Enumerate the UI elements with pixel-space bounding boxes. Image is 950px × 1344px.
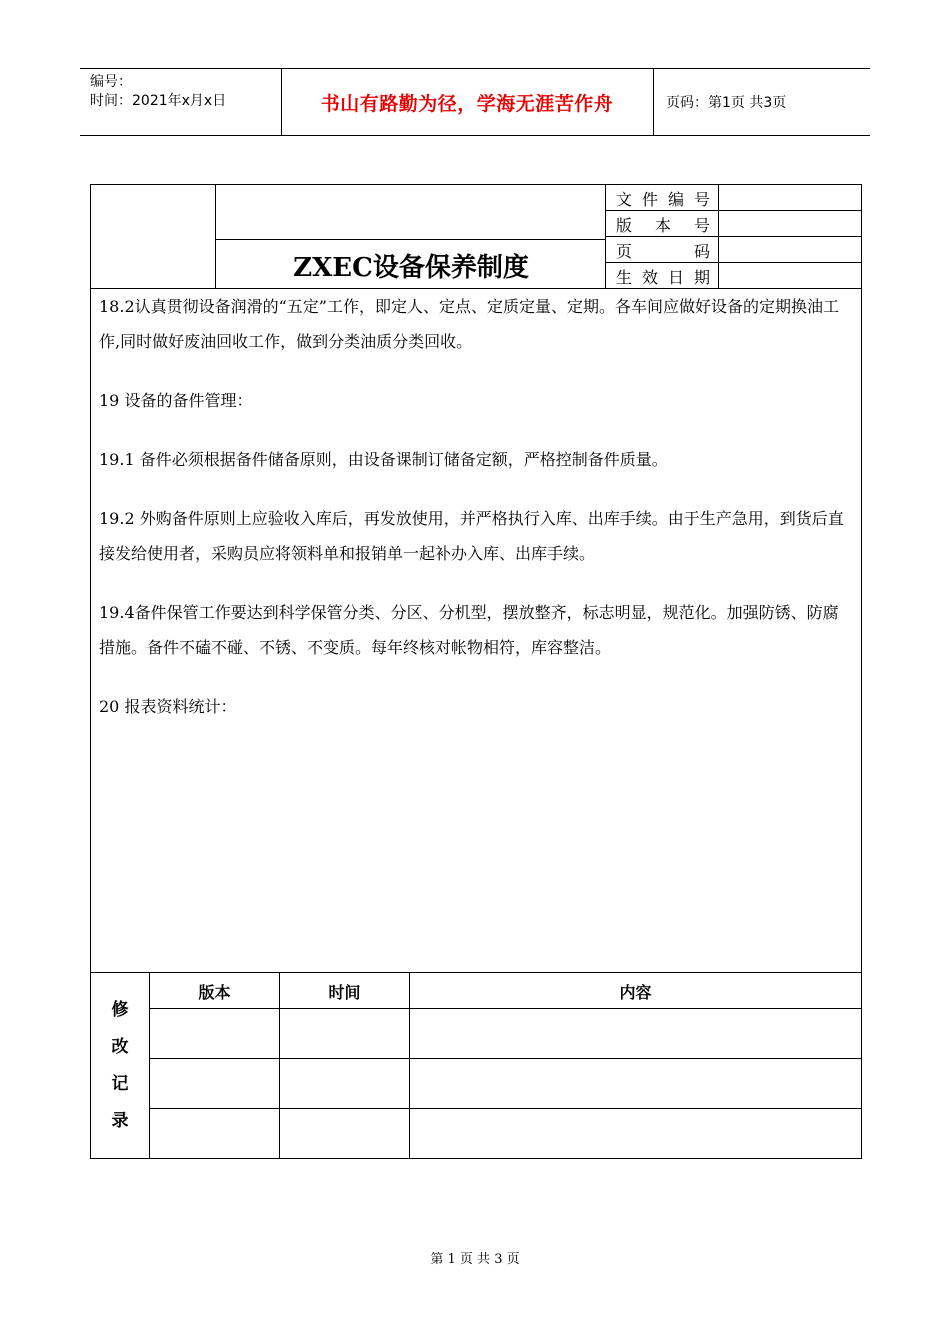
revision-record-label [91,973,149,1159]
document-number-label: 编号： [90,74,132,90]
banner-divider-right [653,69,654,135]
paragraph-19-1: 19.1 备件必须根据备件储备原则，由设备课制订储备定额，严格控制备件质量。 [99,450,668,469]
meta-label-char: 日 [667,267,684,287]
paragraph-19-4: 19.4备件保管工作要达到科学保管分类、分区、分机型，摆放整齐，标志明显，规范化。加强防锈、防腐措施。备件不磕不碰、不锈、不变质。每年终核对帐物相符，库容整洁。 [99,603,839,657]
revision-header-time: 时间 [328,982,361,1002]
meta-label-char: 文 [616,189,633,209]
meta-label-char: 效 [641,267,658,287]
meta-label-char: 页 [616,241,633,261]
revision-row-2-time [280,1059,409,1108]
revision-label-char: 改 [111,1037,129,1057]
meta-label-char: 本 [654,215,671,235]
revision-row-3-content [410,1109,861,1158]
revision-row-1-version [150,1009,279,1058]
meta-label-char: 生 [616,267,633,287]
document-body [99,289,853,748]
meta-label-char: 期 [693,267,710,287]
page-footer [0,1248,950,1267]
banner-info [90,73,226,111]
revision-row-1-content [410,1009,861,1058]
revision-row-2-content [410,1059,861,1108]
revision-header-version: 版本 [198,982,231,1002]
paragraph-19-2: 19.2 外购备件原则上应验收入库后，再发放使用，并严格执行入库、出库手续。由于生产急用，到货后直接发给使用者，采购员应将领料单和报销单一起补办入库、出库手续。 [99,509,844,563]
meta-label-char: 号 [693,189,710,209]
meta-label-char: 版 [616,215,633,235]
banner-page-info: 页码：第1页 共3页 [666,95,787,111]
document-frame [90,184,862,1159]
revision-row-2-version [150,1059,279,1108]
meta-label-version [606,211,718,237]
meta-label-char: 号 [693,215,710,235]
meta-value-version [719,211,861,237]
revision-label-char: 修 [111,1000,129,1020]
paragraph-20-heading: 20 报表资料统计： [99,697,237,716]
revision-label-char: 录 [111,1111,129,1131]
meta-value-effective-date [719,263,861,289]
revision-row-3-time [280,1109,409,1158]
document-time-label: 时间：2021年x月x日 [90,93,227,109]
meta-value-page [719,237,861,263]
meta-label-page [606,237,718,263]
meta-label-char: 件 [641,189,658,209]
meta-label-effective-date [606,263,718,289]
banner-motto: 书山有路勤为径，学海无涯苦作舟 [320,92,614,115]
meta-label-char: 码 [693,241,710,261]
paragraph-19-heading: 19 设备的备件管理： [99,391,253,410]
paragraph-18-2: 18.2认真贯彻设备润滑的“五定”工作，即定人、定点、定质定量、定期。各车间应做好设备的定期换油工作,同时做好废油回收工作，做到分类油质分类回收。 [99,297,839,351]
document-title: ZXEC设备保养制度 [293,252,529,283]
header-banner [80,68,870,136]
meta-value-file-number [719,185,861,211]
header-grid-line [215,239,605,240]
revision-label-char: 记 [111,1074,129,1094]
meta-label-char: 编 [667,189,684,209]
revision-row-1-time [280,1009,409,1058]
meta-label-file-number [606,185,718,211]
revision-header-content: 内容 [619,982,652,1002]
revision-row-3-version [150,1109,279,1158]
footer-page-number: 第 1 页 共 3 页 [430,1252,520,1267]
